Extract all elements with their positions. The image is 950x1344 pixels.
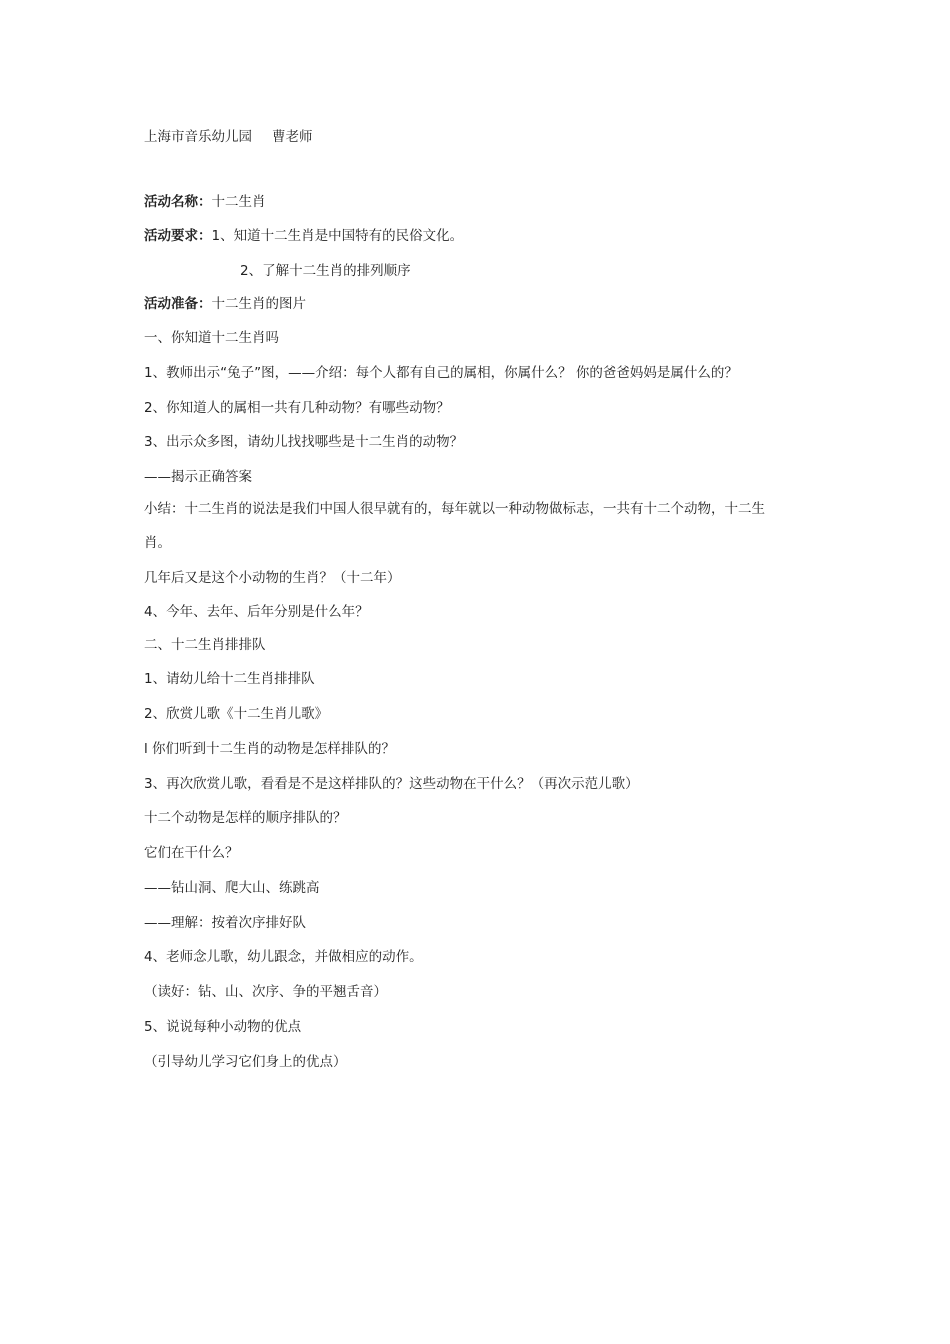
paragraph: ——揭示正确答案 — [144, 469, 252, 485]
paragraph: 3、再次欣赏儿歌，看看是不是这样排队的？这些动物在干什么？（再次示范儿歌） — [144, 776, 639, 792]
paragraph: ——理解：按着次序排好队 — [144, 915, 306, 931]
activity-requirement-2: 2、了解十二生肖的排列顺序 — [240, 263, 411, 279]
paragraph: （引导幼儿学习它们身上的优点） — [144, 1054, 347, 1070]
section-heading: 二、十二生肖排排队 — [144, 637, 266, 653]
paragraph: 小结：十二生肖的说法是我们中国人很早就有的，每年就以一种动物做标志，一共有十二个动物，十二生 — [144, 501, 765, 517]
activity-requirement-label: 活动要求： — [144, 228, 212, 244]
activity-name-label: 活动名称： — [144, 194, 212, 210]
paragraph: l 你们听到十二生肖的动物是怎样排队的？ — [144, 741, 396, 757]
paragraph: ——钻山洞、爬大山、练跳高 — [144, 880, 320, 896]
paragraph: 2、你知道人的属相一共有几种动物？有哪些动物？ — [144, 400, 450, 416]
paragraph: 肖。 — [144, 535, 171, 551]
paragraph: 3、出示众多图，请幼儿找找哪些是十二生肖的动物？ — [144, 434, 464, 450]
activity-preparation-label: 活动准备： — [144, 296, 212, 312]
school-name: 上海市音乐幼儿园 — [144, 129, 252, 145]
paragraph: 5、说说每种小动物的优点 — [144, 1019, 302, 1035]
paragraph: 2、欣赏儿歌《十二生肖儿歌》 — [144, 706, 329, 722]
paragraph: 4、今年、去年、后年分别是什么年？ — [144, 604, 369, 620]
teacher-name: 曹老师 — [272, 129, 313, 145]
paragraph: 4、老师念儿歌，幼儿跟念，并做相应的动作。 — [144, 949, 423, 965]
activity-name-line — [144, 192, 266, 212]
paragraph: 几年后又是这个小动物的生肖？（十二年） — [144, 570, 401, 586]
paragraph: （读好：钻、山、次序、争的平翘舌音） — [144, 984, 387, 1000]
activity-preparation-value: 十二生肖的图片 — [211, 296, 306, 312]
activity-requirement-1: 1、知道十二生肖是中国特有的民俗文化。 — [211, 228, 464, 244]
activity-requirement-line — [144, 226, 463, 246]
activity-preparation-line — [144, 294, 306, 314]
paragraph: 1、教师出示“兔子”图，——介绍：每个人都有自己的属相，你属什么？ 你的爸爸妈妈是属什么的？ — [144, 365, 738, 381]
activity-name-value: 十二生肖 — [211, 194, 266, 210]
section-heading: 一、你知道十二生肖吗 — [144, 330, 279, 346]
header-line — [144, 127, 313, 147]
paragraph: 十二个动物是怎样的顺序排队的？ — [144, 810, 347, 826]
paragraph: 1、请幼儿给十二生肖排排队 — [144, 671, 315, 687]
paragraph: 它们在干什么？ — [144, 845, 239, 861]
